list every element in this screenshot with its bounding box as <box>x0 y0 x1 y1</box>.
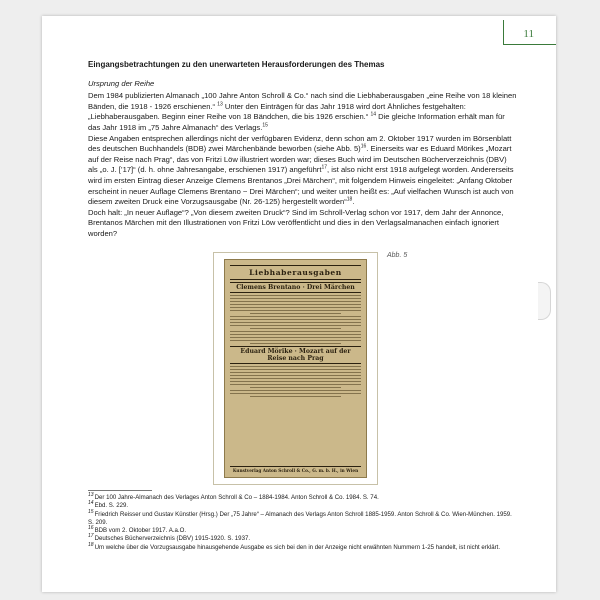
clipping-entry-brentano: Clemens Brentano · Drei Märchen <box>230 282 361 293</box>
footnote-17: $^{17}$Deutsches Bücherverzeichnis (DBV) 1915-1920. S. 1937. <box>88 533 251 543</box>
footnote-rule <box>88 490 152 491</box>
paragraph-text: Diese Angaben entsprechen allerdings nicht der verfügbaren Evidenz, denn schon am 2. Oktober 1917 wurden im Börsenblatt des deutschen Buchhandels (BDB) zwei Märchenbände beworben (siehe Abb. 5) <box>88 133 512 154</box>
newspaper-clipping-image <box>224 259 367 478</box>
section-heading: Eingangsbetrachtungen zu den unerwarteten Herausforderungen des Themas <box>88 60 385 69</box>
footnote-14: $^{14}$Ebd. S. 229. <box>88 500 129 510</box>
paragraph-text: Doch halt: „In neuer Auflage“? „Von diesem zweiten Druck“? Sind im Schroll-Verlag schon vor 1917, dem Jahr der Annonce, Brentanos Märchen mit den Illustrationen von Fritzi Löw veröffentlicht und dies in den Verlagsalmanachen einfach ignoriert worden? <box>88 207 504 238</box>
figure-label: Abb. 5 <box>387 252 408 259</box>
footnote-16: $^{16}$BDB vom 2. Oktober 1917. A.a.O. <box>88 525 187 535</box>
footnote-ref: 13 <box>217 101 223 108</box>
footnote-ref: 14 <box>370 111 376 118</box>
footnote-ref: 17 <box>321 164 328 171</box>
paragraph-2 <box>88 134 518 208</box>
clipping-topline <box>230 264 361 266</box>
book-page <box>42 16 556 592</box>
footnote-13: $^{13}$Der 100 Jahre-Almanach des Verlages Anton Schroll & Co – 1884-1984. Anton Schroll & Co. 1984. S. 74. <box>88 491 379 501</box>
paragraph-text: Die gleiche Information erhält man für das Jahr 1918 im „75 Jahre Almanach“ des Verlags. <box>88 112 505 132</box>
paragraph-text: . <box>352 197 355 207</box>
clipping-title: Liebhaberausgaben <box>230 268 361 280</box>
footnote-ref: 15 <box>262 122 268 129</box>
clipping-footer: Kunstverlag Anton Schroll & Co., G. m. b. H., in Wien <box>230 466 361 473</box>
footnote-ref: 16 <box>360 143 367 150</box>
clipping-entry-moerike: Eduard Mörike · Mozart auf der Reise nach Prag <box>230 346 361 364</box>
main-text <box>88 60 518 240</box>
paragraph-text: Unter den Einträgen für das Jahr 1918 wird dort Ähnliches festgehalten: „Liebhaberausgaben. Beginn einer Reihe von 18 Bändchen, die bis 1926 erschien.“ <box>88 101 466 122</box>
paragraph-text: Dem 1984 publizierten Almanach „100 Jahre Anton Schroll & Co.“ nach sind die Liebhaberausgaben „eine Reihe von 18 kleinen Bänden, die 1918 - 1926 erschienen.“ <box>88 91 517 111</box>
page-edge-tab <box>538 282 551 320</box>
subsection-heading: Ursprung der Reihe <box>88 78 155 88</box>
paragraph-3 <box>88 208 518 240</box>
figure-advertisement <box>213 252 378 485</box>
clipping-text-block-2 <box>230 366 361 397</box>
paragraph-1 <box>88 91 518 133</box>
footnotes <box>88 491 518 552</box>
footnote-15: $^{15}$Friedrich Reisser und Gustav Künstler (Hrsg.) Der „75 Jahre“ – Almanach des Verlags Anton Schroll 1885-1959. Anton Schroll & Co. Wien-München. 1959. S. 209. <box>88 508 512 526</box>
header-rule <box>503 44 556 45</box>
header-tick <box>503 20 504 44</box>
clipping-text-block-1 <box>230 295 361 344</box>
paragraph-text: . Einerseits war es Eduard Mörikes „Mozart auf der Reise nach Prag“, das von Fritzi Löw illustriert worden war; dieses Buch wird im Deutschen Bücherverzeichnis (DBV) als „o. J. [’17]“ (d. h. ohne Jahresangabe, erschienen 1917) angeführt <box>88 144 512 175</box>
paragraph-text: , ist also nicht erst 1918 aufgelegt worden. Andererseits wird im ersten Eintrag dieser Anzeige Clemens Brentanos „Drei Märchen“, mit folgendem Hinweis eingeleitet: „Anfang Oktober erscheint in neuer Auflage Clemens Brentano ~ Drei Märchen“; und weiter unten heißt es: „Auf vielfachen Wunsch ist auch von diesem zweiten Druck eine Vorzugsausgabe (Nr. 26-125) hergestellt worden“ <box>88 165 514 207</box>
footnote-18: $^{18}$Um welche über die Vorzugsausgabe hinausgehende Ausgabe es sich bei den in der Anzeige nicht erwähnten Nummern 1-25 handelt, ist nicht erklärt. <box>88 541 501 551</box>
footnote-ref: 18 <box>346 196 353 203</box>
page-number: 11 <box>523 28 534 40</box>
